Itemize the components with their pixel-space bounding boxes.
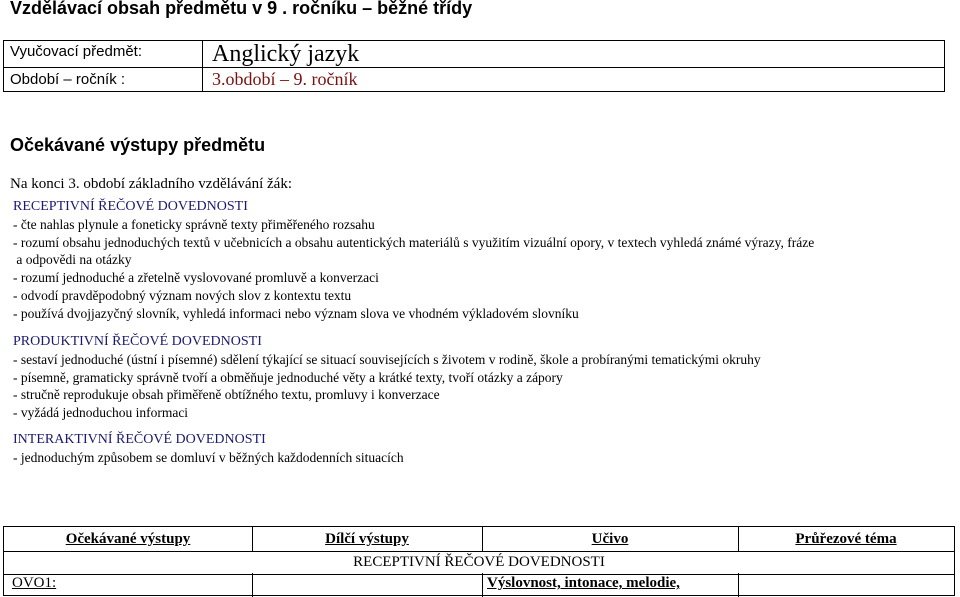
list-item: - stručně reprodukuje obsah přiměřeně obtížného textu, promluvy i konverzace <box>13 387 440 403</box>
outcomes-table <box>3 526 955 596</box>
list-item: a odpovědi na otázky <box>13 252 132 268</box>
productive-heading: PRODUKTIVNÍ ŘEČOVÉ DOVEDNOSTI <box>13 334 262 349</box>
subject-value: Anglický jazyk <box>212 41 360 67</box>
header-expected-outcomes: Očekávané výstupy <box>65 531 191 547</box>
productive-skills <box>13 333 761 422</box>
list-item: - rozumí jednoduché a zřetelně vyslovované promluvě a konverzaci <box>13 270 379 286</box>
list-item: - písemně, gramaticky správně tvoří a obměňuje jednoduché věty a krátké texty, tvoří otázky a zápory <box>13 369 563 385</box>
intro-text: Na konci 3. období základního vzdělávání žák: <box>10 176 292 192</box>
header-cross-curricular-theme: Průřezové téma <box>795 531 897 547</box>
subject-info-table <box>3 40 945 92</box>
interactive-skills <box>13 431 404 467</box>
period-label: Období – ročník : <box>10 71 126 88</box>
period-row <box>4 67 944 93</box>
document-title: Vzdělávací obsah předmětu v 9 . ročníku – běžné třídy <box>10 0 473 18</box>
list-item: - odvodí pravděpodobný význam nových slov z kontextu textu <box>13 287 352 303</box>
column-divider <box>738 573 739 597</box>
column-divider <box>252 573 253 597</box>
receptive-skills <box>13 198 814 323</box>
table-subheading: RECEPTIVNÍ ŘEČOVÉ DOVEDNOSTI <box>4 551 954 575</box>
header-curriculum: Učivo <box>591 531 629 547</box>
list-item: - používá dvojjazyčný slovník, vyhledá informaci nebo význam slova ve vhodném výkladovém slovníku <box>13 305 579 321</box>
table-row <box>4 573 954 597</box>
list-item: - vyžádá jednoduchou informaci <box>13 405 189 421</box>
section-title: Očekávané výstupy předmětu <box>10 135 266 155</box>
table-divider <box>202 41 203 91</box>
interactive-heading: INTERAKTIVNÍ ŘEČOVÉ DOVEDNOSTI <box>13 432 266 447</box>
header-partial-outcomes: Dílčí výstupy <box>325 531 409 547</box>
list-item: - čte nahlas plynule a foneticky správně texty přiměřeného rozsahu <box>13 216 375 232</box>
period-value: 3.období – 9. ročník <box>212 69 358 89</box>
ovo-label: OVO1: <box>12 575 57 591</box>
list-item: - rozumí obsahu jednoduchých textů v učebnicích a obsahu autentických materiálů s využitím vizuální opory, v textech vyhledá známé výrazy, fráze <box>13 234 815 250</box>
subject-label: Vyučovací předmět: <box>10 43 143 60</box>
list-item: - sestaví jednoduché (ústní i písemné) sdělení týkající se situací souvisejících s životem v rodině, škole a probíranými tematickými okruhy <box>13 351 761 367</box>
curriculum-cell: Výslovnost, intonace, melodie, <box>487 575 680 591</box>
receptive-heading: RECEPTIVNÍ ŘEČOVÉ DOVEDNOSTI <box>13 199 248 214</box>
subject-row <box>4 41 944 68</box>
column-divider <box>482 573 483 597</box>
list-item: - jednoduchým způsobem se domluví v běžných každodenních situacích <box>13 449 404 465</box>
